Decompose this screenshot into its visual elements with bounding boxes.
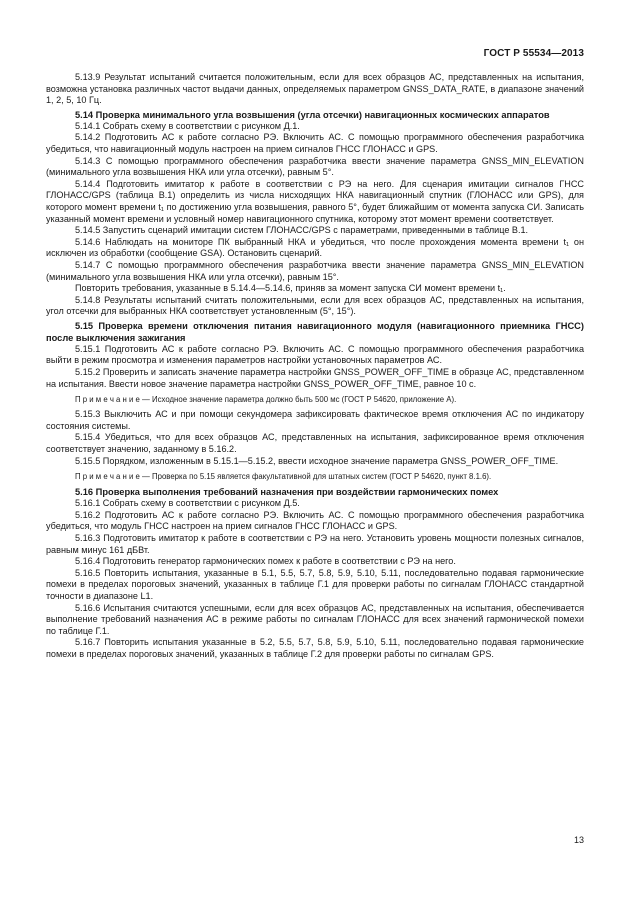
body-paragraph: Повторить требования, указанные в 5.14.4—5.14.6, приняв за момент запуска СИ момент времени t₁. bbox=[75, 283, 506, 294]
note-paragraph bbox=[46, 394, 584, 405]
body-paragraph: 5.14.1 Собрать схему в соответствии с рисунком Д.1. bbox=[75, 120, 300, 131]
body-paragraph: 5.16.7 Повторить испытания указанные в 5.2, 5.5, 5.7, 5.8, 5.9, 5.10, 5.11, последовательно подавая гармонические помехи в пределах пороговых значений, указанных в таблице Г.2 для проверки работы по сигналам GPS. bbox=[46, 637, 584, 659]
body-paragraph: 5.14.4 Подготовить имитатор к работе в соответствии с РЭ на него. Для сценария имитации сигналов ГНСС ГЛОНАСС/GPS (таблица В.1) определить из числа нисходящих НКА навигационный спутник (ГЛОНАСС или GPS), для которого момент времени t₁ по достижению угла возвышения, равного 5°, будет ближайшим от момента запуска СИ. Записать указанный момент времени и условный номер навигационного спутника, которому этот момент времени соответствует. bbox=[46, 178, 584, 224]
standard-code-header: ГОСТ Р 55534—2013 bbox=[483, 48, 584, 59]
body-paragraph: 5.15.2 Проверить и записать значение параметра настройки GNSS_POWER_OFF_TIME в образце АС, представленном на испытания. Ввести новое значение параметра настройки GNSS_POWER_OFF_TIME, равное 10 с. bbox=[46, 367, 584, 389]
body-paragraph: 5.14.5 Запустить сценарий имитации систем ГЛОНАСС/GPS с параметрами, приведенными в таблице В.1. bbox=[75, 225, 529, 236]
body-paragraph: 5.14.6 Наблюдать на мониторе ПК выбранный НКА и убедиться, что после прохождения момента времени t₁ он исключен из обработки (сообщение GSA). Остановить сценарий. bbox=[46, 236, 584, 259]
body-paragraph: 5.16.2 Подготовить АС к работе согласно РЭ. Включить АС. С помощью программного обеспечения разработчика убедиться, что модуль ГНСС настроен на прием сигналов ГНСС ГЛОНАСС и GPS. bbox=[46, 509, 584, 532]
note-text: — Исходное значение параметра должно быть 500 мс (ГОСТ Р 54620, приложение А). bbox=[139, 395, 457, 405]
body-paragraph: 5.14.7 С помощью программного обеспечения разработчика ввести значение параметра GNSS_MIN_ELEVATION (минимального угла возвышения НКА или угла отсечки), равным 15°. bbox=[46, 259, 584, 282]
body-paragraph: 5.13.9 Результат испытаний считается положительным, если для всех образцов АС, представленных на испытания, возможна установка различных частот выдачи данных, определяемых параметром GNSS_DATA_RATE, в диапазоне значений 1, 2, 5, 10 Гц. bbox=[46, 72, 584, 106]
section-heading: 5.15 Проверка времени отключения питания навигационного модуля (навигационного приемника ГНСС) после выключения зажигания bbox=[46, 320, 584, 343]
body-paragraph: 5.16.1 Собрать схему в соответствии с рисунком Д.5. bbox=[75, 498, 300, 509]
page-number: 13 bbox=[573, 835, 584, 845]
body-paragraph: 5.16.4 Подготовить генератор гармонических помех к работе в соответствии с РЭ на него. bbox=[75, 556, 456, 567]
document-body bbox=[46, 72, 584, 661]
note-text: — Проверка по 5.15 является факультативной для штатных систем (ГОСТ Р 54620, пункт 8.1.6). bbox=[139, 472, 492, 482]
body-paragraph: 5.16.5 Повторить испытания, указанные в 5.1, 5.5, 5.7, 5.8, 5.9, 5.10, 5.11, последовательно подавая гармонические помехи в пределах пороговых значений, указанных в таблице Г.1 для проверки работы по сигналам ГЛОНАСС стандартной точности в диапазоне L1. bbox=[46, 567, 584, 601]
body-paragraph: 5.14.8 Результаты испытаний считать положительными, если для всех образцов АС, представленных на испытания, угол отсечки для выбранных НКА соответствует установленным (5°, 15°). bbox=[46, 294, 584, 317]
note-label: П р и м е ч а н и е bbox=[75, 472, 140, 482]
section-heading: 5.16 Проверка выполнения требований назначения при воздействии гармонических помех bbox=[75, 487, 499, 498]
body-paragraph: 5.14.2 Подготовить АС к работе согласно РЭ. Включить АС. С помощью программного обеспечения разработчика убедиться, что навигационный модуль настроен на прием сигналов ГНСС ГЛОНАСС и GPS. bbox=[46, 132, 584, 154]
body-paragraph: 5.15.3 Выключить АС и при помощи секундомера зафиксировать фактическое время отключения АС по индикатору состояния системы. bbox=[46, 409, 584, 431]
body-paragraph: 5.16.6 Испытания считаются успешными, если для всех образцов АС, представленных на испытания, обеспечивается выполнение требований назначения АС в режиме работы по сигналам ГЛОНАСС для всех значений гармонической помехи по таблице Г.1. bbox=[46, 602, 584, 636]
note-label: П р и м е ч а н и е bbox=[75, 395, 140, 405]
body-paragraph: 5.14.3 С помощью программного обеспечения разработчика ввести значение параметра GNSS_MIN_ELEVATION (минимального угла возвышения НКА или угла отсечки), равным 5°. bbox=[46, 155, 584, 178]
body-paragraph: 5.16.3 Подготовить имитатор к работе в соответствии с РЭ на него. Установить уровень мощности полезных сигналов, равным минус 161 дБВт. bbox=[46, 533, 584, 555]
note-paragraph bbox=[46, 471, 584, 482]
body-paragraph: 5.15.1 Подготовить АС к работе согласно РЭ. Включить АС. С помощью программного обеспечения разработчика выйти в режим просмотра и изменения параметров настройки установочных параметров АС. bbox=[46, 343, 584, 366]
section-heading: 5.14 Проверка минимального угла возвышения (угла отсечки) навигационных космических аппаратов bbox=[75, 109, 550, 120]
body-paragraph: 5.15.4 Убедиться, что для всех образцов АС, представленных на испытания, зафиксированное время отключения соответствует значению, заданному в 5.16.2. bbox=[46, 432, 584, 455]
body-paragraph: 5.15.5 Порядком, изложенным в 5.15.1—5.15.2, ввести исходное значение параметра GNSS_POWER_OFF_TIME. bbox=[75, 455, 559, 466]
